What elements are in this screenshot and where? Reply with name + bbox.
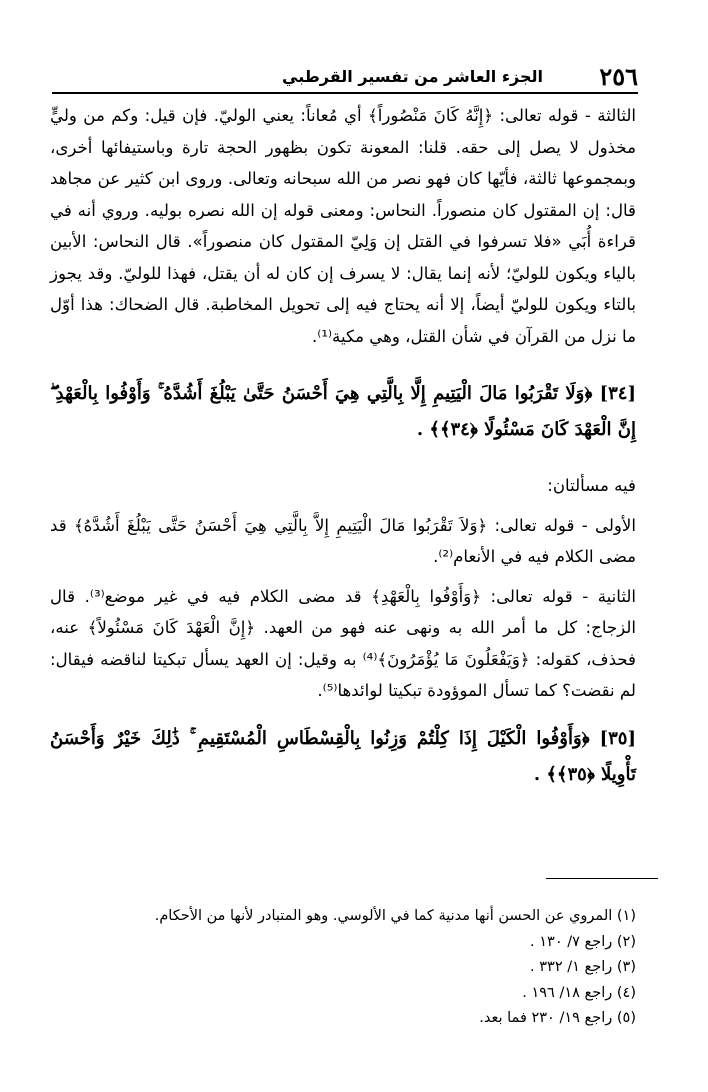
paragraph-first-issue: الأولى - قوله تعالى: ﴿وَلاَ تَقْرَبُوا مَالَ الْيَتِيمِ إِلاَّ بِالَّتِي هِيَ أَحْسَنُ حَتَّى يَبْلُغَ أَشُدَّهُ﴾ قد مضى الكلام فيه في الأنعام⁽²⁾. xyxy=(50,515,636,566)
page-header xyxy=(52,60,638,94)
footnote-divider xyxy=(546,878,658,879)
verse-35: [٣٥] ﴿وَأَوْفُوا الْكَيْلَ إِذَا كِلْتُمْ وَزِنُوا بِالْقِسْطَاسِ الْمُسْتَقِيمِ ۚ ذَٰلِكَ خَيْرٌ وَأَحْسَنُ تَأْوِيلًا ﴿٣٥﴾﴾ . xyxy=(50,727,636,785)
paragraph-third-issue: الثالثة - قوله تعالى: ﴿إِنَّهُ كَانَ مَنْصُوراً﴾ أي مُعاناً: يعني الوليّ. فإن قيل: وكم من وليٍّ مخذول لا يصل إلى حقه. قلنا: المعونة تكون بظهور الحجة تارة وباستيفائها أخرى، وبمجموعها ثالثة، فأيّها كان فهو نصر من الله سبحانه وتعالى. وروى ابن كثير عن مجاهد قال: إن المقتول كان منصوراً. النحاس: ومعنى قوله إن الله نصره بوليه. وروي أنه في قراءة أُبَي «فلا تسرفوا في القتل إن وَلِيّ المقتول كان منصوراً». قال النحاس: الأبين بالياء ويكون للوليّ؛ لأنه إنما يقال: لا يسرف إن كان له أن يقتل، فهذا للوليّ. وقد يجوز بالتاء ويكون للوليّ أيضاً، إلا أنه يحتاج فيه إلى تحويل المخاطبة. قال الضحاك: هذا أوّل ما نزل من القرآن في شأن القتل، وهي مكية⁽¹⁾. xyxy=(50,106,636,346)
paragraph-second-issue: الثانية - قوله تعالى: ﴿وَأَوْفُوا بِالْعَهْدِ﴾ قد مضى الكلام فيه في غير موضع⁽³⁾. قال الزجاج: كل ما أمر الله به ونهى عنه فهو من العهد. ﴿إِنَّ الْعَهْدَ كَانَ مَسْئُولاً﴾ عنه، فحذف، كقوله: ﴿وَيَفْعَلُونَ مَا يُؤْمَرُونَ﴾⁽⁴⁾ به وقيل: إن العهد يسأل تبكيتا لناقضه فيقال: لم نقضت؟ كما تسأل الموؤودة تبكيتا لوائدها⁽⁵⁾. xyxy=(50,586,636,700)
page-number: ٢٥٦ xyxy=(599,61,638,91)
footnote-3: (٣) راجع ١/ ٣٣٢ . xyxy=(530,959,636,975)
footnote-2: (٢) راجع ٧/ ١٣٠ . xyxy=(530,933,636,950)
footnotes xyxy=(150,904,636,1032)
footnote-5: (٥) راجع ١٩/ ٢٣٠ فما بعد. xyxy=(479,1010,636,1026)
main-text xyxy=(50,100,636,793)
running-title: الجزء العاشر من تفسير القرطبي xyxy=(282,66,543,86)
paragraph-two-issues: فيه مسألتان: xyxy=(547,476,636,495)
footnote-4: (٤) راجع ١٨/ ١٩٦ . xyxy=(522,984,636,1001)
verse-34: [٣٤] ﴿وَلَا تَقْرَبُوا مَالَ الْيَتِيمِ إِلَّا بِالَّتِي هِيَ أَحْسَنُ حَتَّىٰ يَبْلُغَ أَشُدَّهُ ۚ وَأَوْفُوا بِالْعَهْدِ ۖ إِنَّ الْعَهْدَ كَانَ مَسْئُولًا ﴿٣٤﴾﴾ . xyxy=(50,383,636,440)
footnote-1: (١) المروي عن الحسن أنها مدنية كما في الألوسي. وهو المتبادر لأنها من الأحكام. xyxy=(154,908,636,924)
